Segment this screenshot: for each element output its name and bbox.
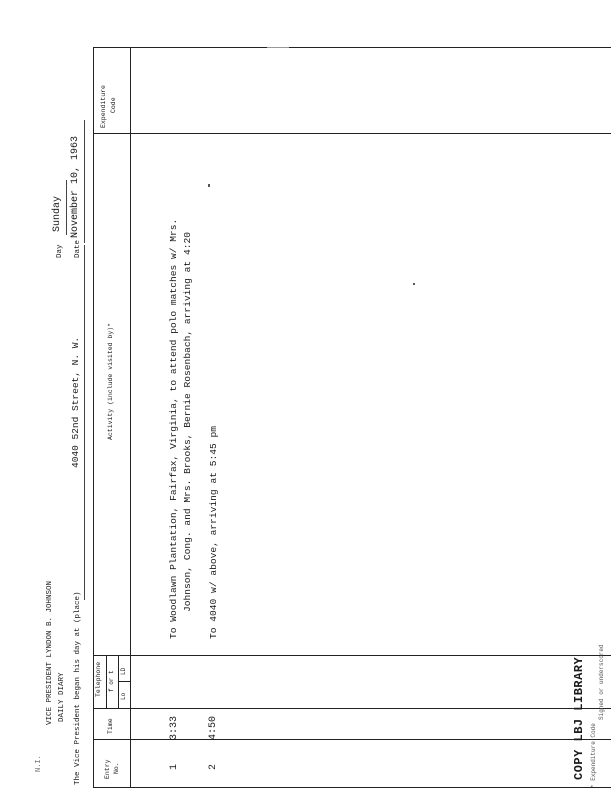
place-underline (84, 245, 85, 600)
day-value: Sunday (52, 195, 63, 232)
bottom-border (93, 787, 611, 788)
entry-1-number: 1 (169, 763, 180, 770)
expenditure-column-divider (93, 133, 611, 134)
entry-2-number: 2 (208, 763, 219, 770)
top-border (93, 47, 611, 48)
entry-1-text-line2: Johnson, Cong. and Mrs. Brooks, Bernie Rosenbach, arriving at 4:20 (182, 232, 193, 612)
expenditure-header-line2: Code (110, 97, 117, 113)
date-value: November 10, 1963 (70, 135, 81, 238)
scan-speck (208, 184, 210, 187)
time-column-divider (93, 708, 611, 709)
telephone-header: Telephone (95, 661, 102, 697)
diary-title: VICE PRESIDENT LYNDON B. JOHNSON (46, 580, 54, 725)
archive-stamp: N.I. (35, 755, 43, 772)
lo-ld-divider (118, 681, 130, 682)
entry-1-text-line1: To Woodlawn Plantation, Fairfax, Virginia, to attend polo matches w/ Mrs. (168, 218, 179, 639)
day-label: Day (56, 244, 64, 258)
column-header-divider (130, 47, 131, 788)
lo-header: Lo (120, 692, 127, 700)
day-underline (66, 180, 67, 235)
entry-no-header-line2: No. (113, 762, 120, 774)
signed-note: Signed or underscored (598, 644, 605, 720)
telephone-column-left-divider (93, 655, 611, 656)
date-underline (84, 120, 85, 243)
expenditure-code-note: * Expenditure Code (590, 723, 597, 788)
f-or-t-header: f or t (108, 670, 115, 692)
left-border (93, 47, 94, 788)
date-label: Date (74, 239, 82, 258)
telephone-header-divider (106, 655, 107, 708)
scan-speck (267, 47, 289, 48)
entry-2-time: 4:50 (208, 715, 219, 740)
diary-subtitle: DAILY DIARY (58, 672, 66, 722)
entry-2-text: To 4040 w/ above, arriving at 5:45 pm (208, 425, 219, 639)
entry-no-header-line1: Entry (104, 759, 111, 779)
scan-speck (413, 283, 415, 285)
ld-header: LD (120, 667, 127, 675)
time-header: Time (107, 718, 114, 734)
activity-header: Activity (include visited by)* (107, 322, 114, 440)
began-day-label: The Vice President began his day at (place) (74, 591, 82, 785)
entry-1-time: 3:33 (169, 715, 180, 740)
library-stamp: COPY LBJ LIBRARY (572, 656, 586, 780)
expenditure-header-line1: Expenditure (100, 85, 107, 128)
place-value: 4040 52nd Street, N. W. (70, 336, 81, 468)
